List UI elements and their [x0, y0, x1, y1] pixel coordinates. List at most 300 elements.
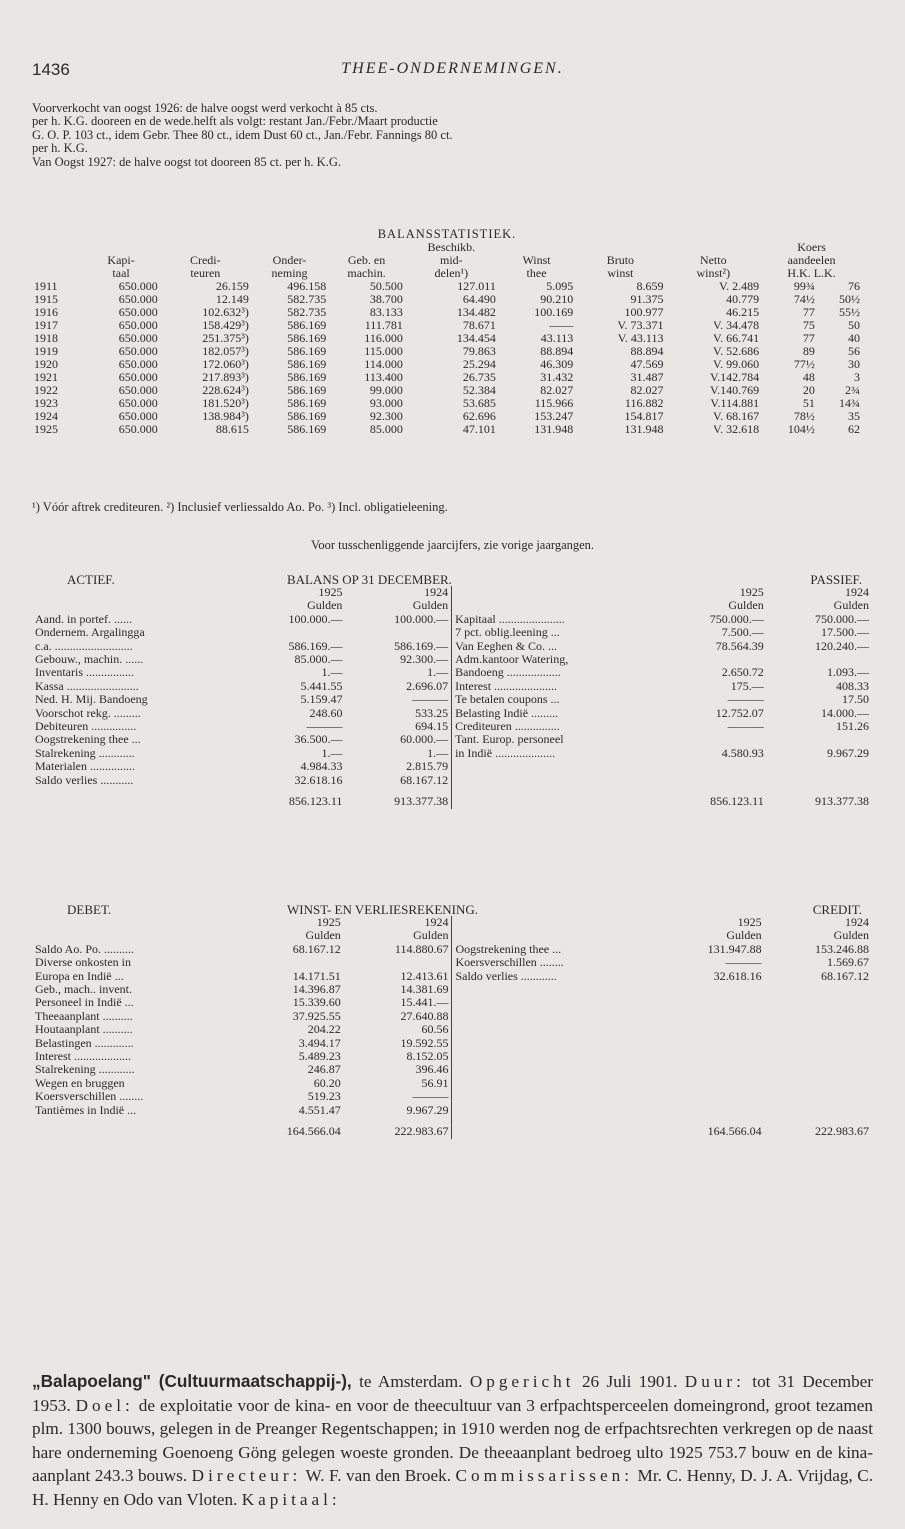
stats-cell: 102.632³) — [202, 305, 249, 319]
stats-cell: V. 52.686 — [712, 344, 760, 358]
stats-cell: 104½ — [787, 422, 815, 436]
ledger-cell: ——— — [725, 955, 762, 970]
stats-cell: 1911 — [34, 279, 58, 293]
passief-heading: PASSIEF. — [810, 572, 862, 587]
stats-header-cell: H.K. L.K. — [787, 266, 836, 280]
ledger-cell — [32, 1117, 236, 1138]
ledger-cell: Gebouw., machin. ...... — [35, 652, 144, 667]
column-unit — [452, 599, 662, 612]
column-unit: Gulden — [833, 928, 869, 943]
pre-sale-note — [32, 102, 873, 169]
ledger-row — [32, 693, 872, 706]
stats-cell: 650.000 — [118, 331, 158, 345]
ledger-cell: 9.967.29 — [827, 745, 869, 760]
kapitaal-label: Kapitaal: — [241, 1489, 341, 1509]
stats-cell: 650.000 — [118, 370, 158, 384]
stats-cell: 650.000 — [118, 396, 158, 410]
ledger-row — [32, 983, 872, 996]
stats-cell: 153.247 — [534, 409, 574, 423]
ledger-cell — [452, 1010, 657, 1023]
stats-cell: 1924 — [34, 409, 58, 423]
ledger-cell: 14.171.51 — [292, 968, 341, 983]
ledger-cell — [345, 626, 451, 639]
commissarissen-label: Commissarissen: — [455, 1466, 633, 1485]
ledger-row — [32, 956, 872, 969]
ledger-cell: 19.592.55 — [400, 1035, 449, 1050]
ledger-cell: 4.551.47 — [298, 1102, 341, 1117]
ledger-cell: Adm.kantoor Watering, — [452, 653, 662, 666]
ledger-cell: 27.640.88 — [400, 1008, 449, 1023]
stats-cell: 30 — [848, 357, 860, 371]
stats-cell: 650.000 — [118, 292, 158, 306]
ledger-cell: 17.50 — [842, 692, 869, 707]
ledger-cell: Belasting Indië ......... — [452, 707, 662, 720]
stats-cell: 85.000 — [369, 422, 403, 436]
ledger-cell: 68.167.12 — [400, 772, 449, 787]
stats-cell: 52.384 — [462, 383, 496, 397]
stats-cell: V. 34.478 — [712, 318, 760, 332]
ledger-row — [32, 613, 872, 626]
ledger-cell — [657, 1023, 764, 1036]
ledger-cell — [765, 983, 872, 996]
stats-header-cell: Credi- — [189, 253, 221, 267]
column-year: 1925 — [318, 585, 343, 599]
ledger-cell: 151.26 — [836, 719, 869, 734]
ledger-cell — [765, 1090, 872, 1103]
stats-cell: 113.400 — [364, 370, 403, 384]
ledger-cell: Theeaanplant .......... — [35, 1008, 133, 1023]
stats-cell: 88.894 — [630, 344, 664, 358]
stats-cell: 77 — [802, 331, 815, 345]
column-unit: Gulden — [726, 928, 762, 943]
ledger-cell: 750.000.— — [815, 611, 869, 626]
ledger-cell: Ondernem. Argalingga — [35, 625, 145, 640]
stats-header-cell: aandeelen — [787, 253, 836, 267]
ledger-cell — [657, 996, 764, 1009]
column-unit-row — [32, 599, 872, 612]
balance-statistics-table — [32, 228, 862, 436]
ledger-cell: 5.441.55 — [300, 678, 343, 693]
stats-header-cell: thee — [526, 266, 547, 280]
ledger-cell: Inventaris ................ — [35, 665, 134, 680]
balance-sheet-table — [32, 586, 872, 809]
ledger-cell: Saldo Ao. Po. .......... — [35, 941, 135, 956]
stats-cell: 116.000 — [364, 331, 403, 345]
ledger-cell — [767, 733, 872, 746]
stats-cell: 131.948 — [624, 422, 664, 436]
totals-row — [32, 1117, 872, 1138]
duur-value: tot 31 December 1953. — [32, 1372, 874, 1415]
ledger-cell: 175.— — [730, 678, 764, 693]
ledger-cell: 78.564.39 — [715, 638, 764, 653]
column-unit: Gulden — [412, 598, 449, 613]
stats-cell: 182.057³) — [202, 344, 249, 358]
ledger-cell: 586.169.— — [394, 638, 449, 653]
stats-cell: 1922 — [34, 383, 58, 397]
ledger-cell: Van Eeghen & Co. ... — [452, 640, 662, 653]
stats-cell: 134.482 — [456, 305, 496, 319]
ledger-cell — [452, 787, 662, 808]
ledger-cell — [661, 760, 766, 773]
stats-cell: 35 — [848, 409, 860, 423]
ledger-cell: 131.947.88 — [707, 941, 762, 956]
profit-loss-table — [32, 916, 872, 1139]
stats-cell: 82.027 — [630, 383, 664, 397]
stats-cell: 3 — [854, 370, 860, 384]
directeur-label: Directeur: — [191, 1466, 302, 1485]
total-value: 164.566.04 — [286, 1124, 341, 1139]
ledger-cell — [657, 1077, 764, 1090]
stats-cell: 50½ — [839, 292, 860, 306]
stats-cell: 83.133 — [369, 305, 403, 319]
ledger-row — [32, 653, 872, 666]
ledger-cell: 60.20 — [313, 1075, 341, 1090]
pl-title: WINST- EN VERLIESREKENING. — [287, 902, 479, 917]
ledger-cell: 1.— — [321, 665, 343, 680]
stats-cell: 40 — [848, 331, 860, 345]
ledger-cell — [452, 996, 657, 1009]
stats-cell: 64.490 — [462, 292, 496, 306]
stats-cell: 582.735 — [287, 305, 327, 319]
stats-cell: V.142.784 — [709, 370, 760, 384]
stats-cell: 1923 — [34, 396, 58, 410]
stats-cell: —— — [549, 318, 574, 332]
stats-header-cell — [32, 241, 82, 254]
ledger-cell: 7.500.— — [721, 625, 764, 640]
ledger-cell: Europa en Indië ... — [35, 968, 124, 983]
company-location: te Amsterdam. — [359, 1372, 463, 1391]
stats-header-cell: teuren — [190, 266, 221, 280]
intro-line: per h. K.G. dooreen en de wede.helft als volgt: restant Jan./Febr./Maart productie — [32, 114, 438, 129]
total-value: 913.377.38 — [815, 794, 869, 809]
stats-cell: 78½ — [793, 409, 815, 423]
stats-cell: 100.977 — [624, 305, 664, 319]
stats-header-cell: Onder- — [272, 253, 307, 267]
ledger-cell: 2.815.79 — [406, 759, 449, 774]
column-unit: Gulden — [833, 598, 869, 613]
ledger-cell: 85.000.— — [294, 652, 343, 667]
ledger-cell: 17.500.— — [821, 625, 869, 640]
ledger-cell: c.a. .......................... — [35, 638, 133, 653]
ledger-cell: 32.618.16 — [713, 968, 762, 983]
ledger-cell: 14.381.69 — [400, 982, 449, 997]
ledger-cell — [452, 1023, 657, 1036]
stats-cell: 12.149 — [215, 292, 249, 306]
company-entry — [32, 1370, 873, 1511]
ledger-cell: 114.880.67 — [394, 941, 449, 956]
ledger-cell: ——— — [412, 1089, 449, 1104]
stats-cell: 114.000 — [364, 357, 403, 371]
stats-cell: 496.158 — [287, 279, 327, 293]
stats-cell: 650.000 — [118, 357, 158, 371]
stats-cell: 1918 — [34, 331, 58, 345]
stats-footnote: ¹) Vóór aftrek crediteuren. ²) Inclusief verliessaldo Ao. Po. ³) Incl. obligatieleening. — [32, 500, 448, 514]
stats-cell: 217.893³) — [202, 370, 249, 384]
ledger-cell — [240, 626, 345, 639]
ledger-cell: 246.87 — [307, 1062, 341, 1077]
ledger-cell — [661, 653, 766, 666]
stats-cell: 40.779 — [726, 292, 760, 306]
intro-line: Van Oogst 1927: de halve oogst tot dooreen 85 ct. per h. K.G. — [32, 154, 341, 169]
column-unit — [32, 929, 236, 942]
stats-cell: 56 — [848, 344, 860, 358]
stats-cell: 115.000 — [364, 344, 403, 358]
stats-cell: 586.169 — [287, 318, 327, 332]
ledger-row — [32, 666, 872, 679]
column-unit: Gulden — [305, 928, 341, 943]
ledger-cell: 1.093.— — [827, 665, 869, 680]
company-name: „Balapoelang" (Cultuurmaatschappij-), — [32, 1371, 352, 1391]
column-year: 1925 — [316, 915, 341, 929]
stats-cell: 31.487 — [630, 370, 664, 384]
ledger-cell — [767, 774, 872, 787]
page-number: 1436 — [32, 60, 70, 79]
stats-cell: 650.000 — [118, 305, 158, 319]
ledger-cell: 533.25 — [415, 705, 449, 720]
ledger-cell: Materialen ............... — [35, 759, 135, 774]
ledger-row — [32, 720, 872, 733]
ledger-cell: 2.696.07 — [406, 678, 449, 693]
ledger-cell: 68.167.12 — [821, 968, 869, 983]
stats-header-cell — [32, 254, 82, 267]
stats-cell: 1916 — [34, 305, 58, 319]
ledger-cell: 37.925.55 — [292, 1008, 341, 1023]
ledger-row — [32, 747, 872, 760]
ledger-cell — [657, 1050, 764, 1063]
stats-cell: 88.615 — [215, 422, 249, 436]
ledger-row — [32, 1050, 872, 1063]
ledger-cell: 204.22 — [307, 1022, 341, 1037]
ledger-cell — [452, 1050, 657, 1063]
stats-cell: 158.429³) — [202, 318, 249, 332]
stats-cell: 181.520³) — [202, 396, 249, 410]
column-year: 1924 — [845, 585, 869, 599]
stats-cell: 100.169 — [534, 305, 574, 319]
ledger-cell: 32.618.16 — [294, 772, 343, 787]
ledger-cell — [765, 1050, 872, 1063]
ledger-row — [32, 1023, 872, 1036]
column-unit-row — [32, 929, 872, 942]
stats-header-cell: Bruto — [606, 253, 635, 267]
ledger-cell: Debiteuren ............... — [35, 719, 137, 734]
doel-label: Doel: — [75, 1395, 134, 1415]
stats-cell: 62 — [848, 422, 860, 436]
ledger-cell: Saldo verlies ............ — [452, 970, 657, 983]
stats-cell: V.114.881 — [710, 396, 760, 410]
ledger-row — [32, 1090, 872, 1103]
duur-label: Duur: — [684, 1372, 745, 1391]
stats-cell: 76 — [848, 279, 860, 293]
column-unit — [452, 929, 657, 942]
ledger-cell: 14.396.87 — [292, 982, 341, 997]
stats-header-cell: Koers — [797, 240, 826, 254]
stats-header-cell: Kapi- — [107, 253, 135, 267]
ledger-cell: Koersverschillen ........ — [452, 956, 657, 969]
ledger-cell: 15.441.— — [400, 995, 449, 1010]
total-value: 856.123.11 — [288, 794, 343, 809]
stats-cell: 26.735 — [462, 370, 496, 384]
ledger-row — [32, 733, 872, 746]
column-year — [32, 916, 236, 929]
ledger-cell: Oogstrekening thee ... — [452, 943, 657, 956]
stats-cell: V. 2.489 — [718, 279, 760, 293]
ledger-cell: ——— — [306, 719, 343, 734]
ledger-row — [32, 760, 872, 773]
ledger-cell: 60.000.— — [400, 732, 449, 747]
ledger-cell — [765, 1023, 872, 1036]
stats-cell: 99.000 — [369, 383, 403, 397]
stats-cell: 586.169 — [287, 370, 327, 384]
stats-cell: 650.000 — [118, 318, 158, 332]
ledger-cell — [452, 1077, 657, 1090]
total-value: 913.377.38 — [394, 794, 449, 809]
stats-header-cell: winst²) — [696, 266, 731, 280]
directeur-value: W. F. van den Broek. — [305, 1466, 452, 1485]
ledger-row — [32, 707, 872, 720]
ledger-cell: 586.169.— — [288, 638, 343, 653]
stats-cell: 127.011 — [457, 279, 496, 293]
stats-cell: 46.309 — [540, 357, 574, 371]
column-header-row — [32, 586, 872, 599]
stats-cell: 115.966 — [534, 396, 574, 410]
stats-cell: 50.500 — [369, 279, 403, 293]
stats-cell: 88.894 — [540, 344, 574, 358]
doel-value: de exploitatie voor de kina- en voor de theecultuur van 3 erfpachtsperceelen domeingrond, groot tezamen plm. 1300 bouws, gelegen in de Preanger Regentschappen; in 1910 werden nog de erfpachtsrechten verkregen op de naast hare onderneming Goenoeng Göng gelegen woeste gronden. De theeaanplant bedroeg ulto 1925 753.7 bouw en de kina-aanplant 243.3 bouws. — [32, 1395, 874, 1485]
stats-cell: 43.113 — [540, 331, 574, 345]
ledger-cell: 408.33 — [836, 678, 869, 693]
stats-cell: 1925 — [34, 422, 58, 436]
ledger-cell — [765, 1077, 872, 1090]
column-year: 1924 — [424, 585, 449, 599]
stats-cell: 93.000 — [369, 396, 403, 410]
ledger-cell: 12.752.07 — [715, 705, 764, 720]
stats-cell: 116.882 — [624, 396, 664, 410]
stats-title: BALANSSTATISTIEK. — [377, 227, 517, 241]
column-unit: Gulden — [307, 598, 343, 613]
ledger-cell: 8.152.05 — [406, 1049, 449, 1064]
ledger-cell: Interest ................... — [35, 1049, 131, 1064]
stats-cell: 138.984³) — [202, 409, 249, 423]
stats-header-cell: mid- — [440, 253, 463, 267]
column-unit: Gulden — [413, 928, 449, 943]
stats-header-cell: delen¹) — [434, 266, 469, 280]
ledger-row — [32, 626, 872, 639]
ledger-cell: Ned. H. Mij. Bandoeng — [35, 692, 148, 707]
ledger-cell — [765, 1010, 872, 1023]
stats-cell: 14¾ — [839, 396, 860, 410]
ledger-cell — [452, 983, 657, 996]
stats-cell: 90.210 — [540, 292, 574, 306]
opgericht-value: 26 Juli 1901. — [581, 1372, 678, 1391]
ledger-cell: ——— — [727, 692, 764, 707]
stats-cell: 75 — [802, 318, 815, 332]
stats-header-cell: Geb. en — [347, 253, 386, 267]
stats-cell: 79.863 — [462, 344, 496, 358]
column-year: 1925 — [737, 915, 762, 929]
ledger-row — [32, 1010, 872, 1023]
stats-cell: 31.432 — [540, 370, 574, 384]
stats-cell: 47.569 — [630, 357, 664, 371]
stats-cell: 131.948 — [534, 422, 574, 436]
stats-cell: 586.169 — [287, 331, 327, 345]
ledger-cell: 100.000.— — [288, 611, 343, 626]
ledger-cell: Diverse onkosten in — [35, 955, 131, 970]
ledger-cell: 3.494.17 — [298, 1035, 341, 1050]
ledger-cell — [767, 653, 872, 666]
ledger-cell — [32, 787, 240, 808]
stats-header-cell: Winst — [522, 253, 551, 267]
ledger-row — [32, 774, 872, 787]
ledger-cell: 1.569.67 — [827, 955, 869, 970]
ledger-row — [32, 943, 872, 956]
ledger-cell: Aand. in portef. ...... — [35, 611, 132, 626]
stats-cell: 134.454 — [456, 331, 496, 345]
stats-cell: 20 — [802, 383, 815, 397]
stats-header-cell: taal — [112, 266, 130, 280]
column-header-row — [32, 916, 872, 929]
stats-cell: 586.169 — [287, 409, 327, 423]
ledger-cell: 60.56 — [421, 1022, 449, 1037]
ledger-cell: ——— — [727, 719, 764, 734]
ledger-cell: Interest ..................... — [452, 680, 662, 693]
stats-cell: 650.000 — [118, 422, 158, 436]
stats-cell: 99¾ — [793, 279, 815, 293]
ledger-cell — [452, 1117, 657, 1138]
ledger-cell — [657, 983, 764, 996]
ledger-cell — [765, 1063, 872, 1076]
stats-cell: 1919 — [34, 344, 58, 358]
stats-cell: 111.781 — [364, 318, 403, 332]
ledger-cell: Wegen en bruggen — [35, 1075, 125, 1090]
stats-cell: 53.685 — [462, 396, 496, 410]
column-year — [452, 586, 662, 599]
ledger-cell — [657, 1104, 764, 1117]
ledger-cell: Tantièmes in Indië ... — [35, 1102, 137, 1117]
ledger-cell — [452, 1037, 657, 1050]
ledger-cell — [765, 996, 872, 1009]
column-year: 1924 — [424, 915, 449, 929]
ledger-cell — [344, 956, 452, 969]
ledger-cell: 120.240.— — [815, 638, 869, 653]
stats-cell: 650.000 — [118, 383, 158, 397]
ledger-cell — [236, 956, 343, 969]
column-year — [32, 586, 240, 599]
commissarissen-value: Mr. C. Henny, D. J. A. Vrijdag, C. H. Henny en Odo van Vloten. — [32, 1466, 873, 1509]
ledger-cell: 14.000.— — [821, 705, 869, 720]
stats-cell: 582.735 — [287, 292, 327, 306]
ledger-cell: Saldo verlies ........... — [35, 772, 134, 787]
ledger-cell: 1.— — [321, 745, 343, 760]
ledger-cell: Crediteuren ............... — [452, 720, 662, 733]
stats-cell: 586.169 — [287, 383, 327, 397]
ledger-cell: 12.413.61 — [400, 968, 449, 983]
stats-cell: 92.300 — [369, 409, 403, 423]
ledger-cell: 4.984.33 — [300, 759, 343, 774]
stats-header-cell: machin. — [347, 266, 386, 280]
stats-cell: 91.375 — [630, 292, 664, 306]
ledger-cell — [765, 1037, 872, 1050]
total-value: 164.566.04 — [707, 1124, 762, 1139]
stats-cell: 77½ — [793, 357, 815, 371]
ledger-cell: Belastingen ............. — [35, 1035, 134, 1050]
ledger-cell: 7 pct. oblig.leening ... — [452, 626, 662, 639]
stats-cell: V. 68.167 — [712, 409, 760, 423]
ledger-cell: 68.167.12 — [292, 941, 341, 956]
column-unit: Gulden — [728, 598, 764, 613]
intro-line: per h. K.G. — [32, 141, 88, 156]
ledger-cell: 9.967.29 — [406, 1102, 449, 1117]
ledger-cell: 4.580.93 — [721, 745, 764, 760]
